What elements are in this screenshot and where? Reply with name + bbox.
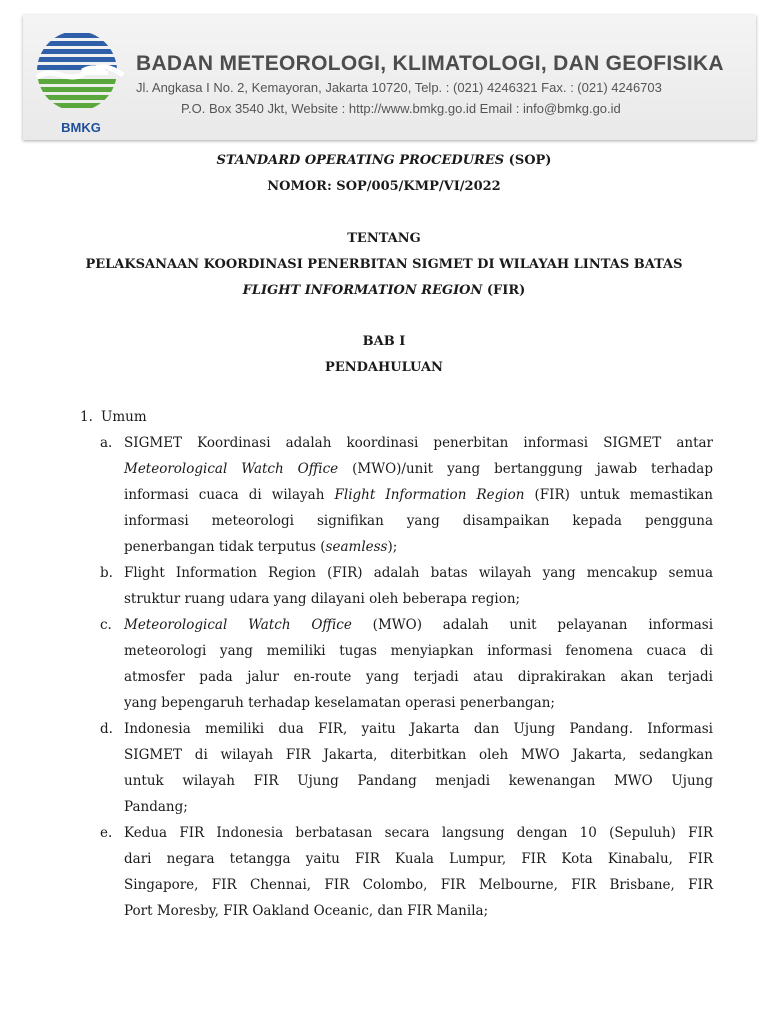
logo-text: BMKG — [61, 120, 101, 135]
item-a-line-1: SIGMET Koordinasi adalah koordinasi penerbitan informasi SIGMET antar — [124, 435, 713, 451]
item-c-mwo-italic: Meteorological Watch Office — [124, 617, 352, 633]
subject-line-2 — [0, 283, 768, 298]
item-a-fir-italic: Flight Information Region — [334, 487, 525, 503]
item-a-seamless-italic: seamless — [325, 539, 388, 555]
item-a-line-4: informasi meteorologi signifikan yang disampaikan kepada pengguna — [124, 513, 713, 529]
address-line: Jl. Angkasa I No. 2, Kemayoran, Jakarta 10720, Telp. : (021) 4246321 Fax. : (021) 4246703 — [136, 80, 662, 95]
item-c-line-1 — [124, 612, 713, 638]
item-e-line-4: Port Moresby, FIR Oakland Oceanic, dan FIR Manila; — [124, 903, 489, 919]
item-d-line-4: Pandang; — [124, 799, 188, 815]
item-a-mwo-italic: Meteorological Watch Office — [124, 461, 339, 477]
item-a-line-2-rest: (MWO)/unit yang bertanggung jawab terhadap — [338, 461, 713, 477]
contact-line: P.O. Box 3540 Jkt, Website : http://www.bmkg.go.id Email : info@bmkg.go.id — [181, 101, 621, 116]
item-a-line-5-pre: penerbangan tidak terputus ( — [124, 539, 326, 555]
chapter-title: PENDAHULUAN — [325, 360, 443, 375]
chapter-number: BAB I — [362, 334, 406, 349]
item-b-line-2: struktur ruang udara yang dilayani oleh beberapa region; — [124, 591, 521, 607]
list-marker-a: a. — [100, 435, 113, 451]
subject-line-1: PELAKSANAAN KOORDINASI PENERBITAN SIGMET DI WILAYAH LINTAS BATAS — [85, 257, 683, 272]
subject-line-2-suffix: (FIR) — [482, 283, 526, 298]
item-e-line-1: Kedua FIR Indonesia berbatasan secara langsung dengan 10 (Sepuluh) FIR — [124, 825, 713, 841]
item-a-line-5-post: ); — [387, 539, 398, 555]
item-c-line-1-rest: (MWO) adalah unit pelayanan informasi — [351, 617, 714, 633]
item-c-line-2: meteorologi yang memiliki tugas menyiapkan informasi fenomena cuaca di — [124, 643, 713, 659]
list-marker-b: b. — [100, 565, 113, 581]
item-e-line-2: dari negara tetangga yaitu FIR Kuala Lumpur, FIR Kota Kinabalu, FIR — [124, 851, 713, 867]
subject-line-2-italic: FLIGHT INFORMATION REGION — [242, 283, 483, 298]
list-marker-c: c. — [100, 617, 112, 633]
letterhead — [23, 15, 756, 140]
item-a-line-3-pre: informasi cuaca di wilayah — [124, 487, 335, 503]
item-a-line-3 — [124, 482, 713, 508]
item-a-line-3-post: (FIR) untuk memastikan — [524, 487, 713, 503]
item-d-line-1: Indonesia memiliki dua FIR, yaitu Jakarta dan Ujung Pandang. Informasi — [124, 721, 713, 737]
sop-title-suffix: (SOP) — [504, 153, 552, 168]
sop-number: NOMOR: SOP/005/KMP/VI/2022 — [267, 179, 501, 194]
list-marker-e: e. — [100, 825, 113, 841]
section-title: Umum — [101, 409, 147, 425]
item-a-line-2 — [124, 456, 713, 482]
organization-name: BADAN METEOROLOGI, KLIMATOLOGI, DAN GEOFISIKA — [136, 52, 724, 75]
item-c-line-4: yang bepengaruh terhadap keselamatan operasi penerbangan; — [124, 695, 555, 711]
sop-title — [0, 153, 768, 168]
bmkg-logo-icon — [35, 25, 127, 117]
tentang-heading: TENTANG — [347, 231, 421, 246]
item-b-line-1: Flight Information Region (FIR) adalah batas wilayah yang mencakup semua — [124, 565, 713, 581]
list-marker-d: d. — [100, 721, 113, 737]
item-d-line-2: SIGMET di wilayah FIR Jakarta, diterbitkan oleh MWO Jakarta, sedangkan — [124, 747, 713, 763]
section-number: 1. — [80, 409, 93, 425]
sop-title-italic: STANDARD OPERATING PROCEDURES — [216, 153, 505, 168]
bmkg-logo — [35, 25, 127, 133]
item-a-line-5 — [124, 534, 397, 560]
item-e-line-3: Singapore, FIR Chennai, FIR Colombo, FIR Melbourne, FIR Brisbane, FIR — [124, 877, 713, 893]
item-c-line-3: atmosfer pada jalur en-route yang terjadi atau diprakirakan akan terjadi — [124, 669, 713, 685]
item-d-line-3: untuk wilayah FIR Ujung Pandang menjadi kewenangan MWO Ujung — [124, 773, 713, 789]
